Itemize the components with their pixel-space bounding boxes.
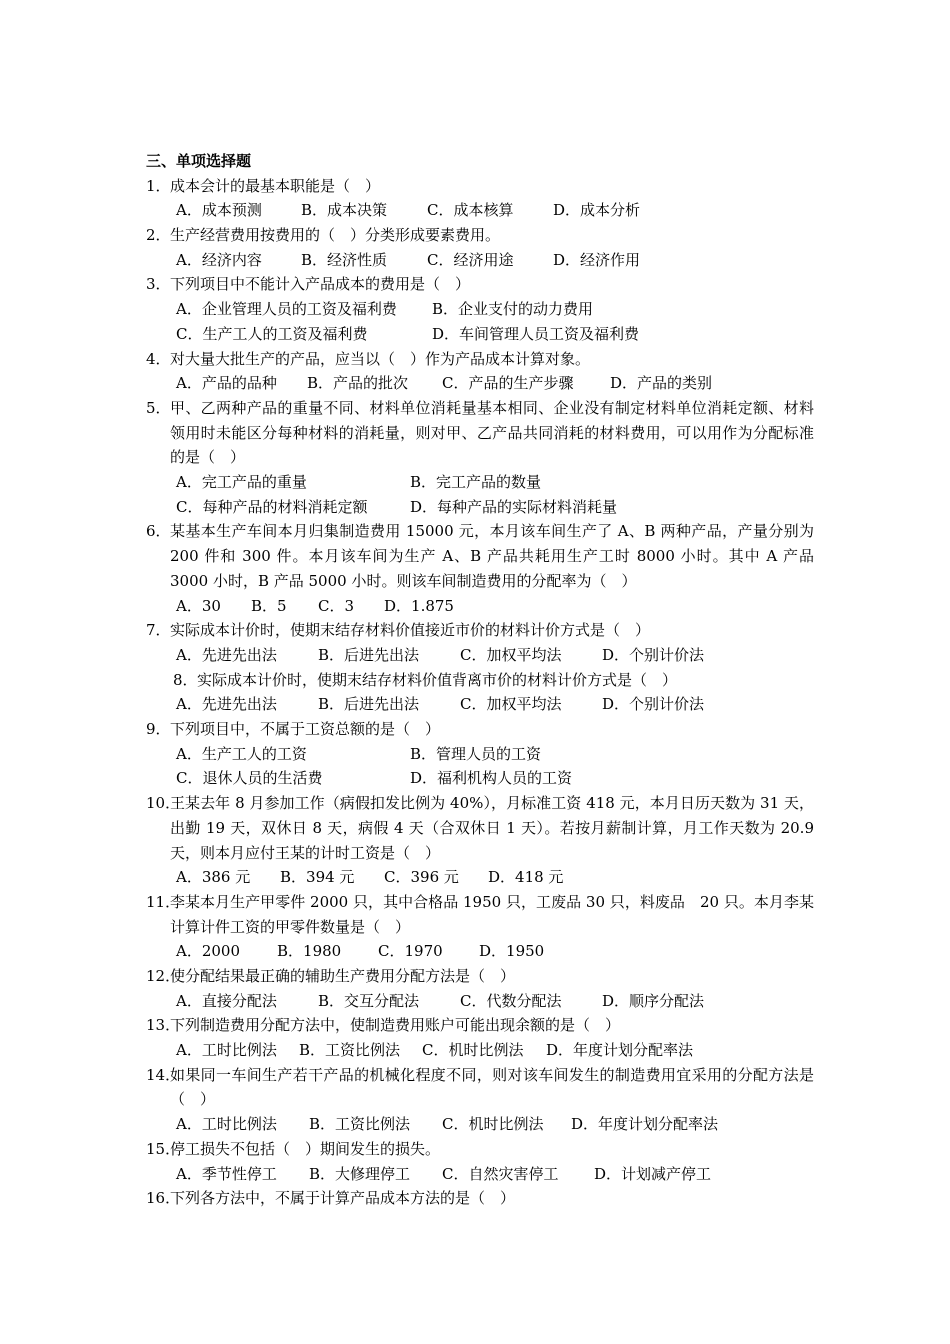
question-14 — [146, 1063, 814, 1137]
question-13 — [146, 1013, 814, 1062]
option-b: B．后进先出法 — [318, 645, 420, 664]
question-number: 11． — [146, 892, 181, 911]
option-b: B．后进先出法 — [318, 695, 420, 714]
question-stem: 对大量大批生产的产品，应当以（ ）作为产品成本计算对象。 — [170, 349, 591, 368]
option-row — [170, 371, 814, 396]
question-stem: 成本会计的最基本职能是（ ） — [170, 176, 381, 195]
option-row — [170, 939, 814, 964]
option-row — [170, 989, 814, 1014]
option-c: C．每种产品的材料消耗定额 — [176, 497, 368, 516]
option-row — [170, 322, 814, 347]
option-c: C．1970 — [378, 942, 443, 961]
option-c: C．代数分配法 — [460, 991, 562, 1010]
option-row — [170, 594, 814, 619]
option-d: D．1.875 — [384, 596, 454, 615]
question-10 — [146, 791, 814, 890]
option-c: C．396 元 — [384, 868, 459, 887]
option-b: B．交互分配法 — [318, 991, 420, 1010]
option-d: D．418 元 — [488, 868, 564, 887]
option-b: B．成本决策 — [301, 201, 388, 220]
option-d: D．福利机构人员的工资 — [410, 769, 573, 788]
option-a: A．工时比例法 — [176, 1041, 277, 1060]
question-7 — [146, 618, 814, 667]
question-number: 7． — [146, 621, 171, 640]
option-d: D．产品的类别 — [610, 374, 713, 393]
option-b: B．1980 — [277, 942, 342, 961]
option-b: B．经济性质 — [301, 250, 388, 269]
question-number: 8． — [173, 670, 198, 689]
question-9 — [146, 717, 814, 791]
option-c: C．自然灾害停工 — [442, 1164, 559, 1183]
option-d: D．经济作用 — [553, 250, 641, 269]
option-d: D．年度计划分配率法 — [546, 1041, 694, 1060]
question-stem: 实际成本计价时，使期末结存材料价值接近市价的材料计价方式是（ ） — [170, 621, 651, 640]
option-b: B．大修理停工 — [309, 1164, 411, 1183]
option-b: B．企业支付的动力费用 — [432, 300, 594, 319]
question-stem: 某基本生产车间本月归集制造费用 15000 元，本月该车间生产了 A、B 两种产品，产量分别为 200 件和 300 件。本月该车间为生产 A、B 产品共耗用生产工时 8000 小时。其中 A 产品 3000 小时，B 产品 5000 小时。则该车间制造费用的分配率为（ ） — [170, 522, 814, 590]
question-5 — [146, 396, 814, 519]
question-number: 2． — [146, 226, 171, 245]
option-d: D．顺序分配法 — [602, 991, 705, 1010]
option-c: C．机时比例法 — [442, 1115, 544, 1134]
option-b: B．工资比例法 — [309, 1115, 411, 1134]
option-row — [170, 865, 814, 890]
option-c: C．产品的生产步骤 — [442, 374, 574, 393]
option-b: B．产品的批次 — [307, 374, 409, 393]
option-row — [170, 1112, 814, 1137]
option-d: D．个别计价法 — [602, 645, 705, 664]
option-c: C．退休人员的生活费 — [176, 769, 323, 788]
option-d: D．个别计价法 — [602, 695, 705, 714]
question-6 — [146, 519, 814, 618]
option-d: D．每种产品的实际材料消耗量 — [410, 497, 618, 516]
question-number: 5． — [146, 398, 171, 417]
option-d: D．车间管理人员工资及福利费 — [432, 324, 640, 343]
option-a: A．产品的品种 — [176, 374, 277, 393]
question-15 — [146, 1137, 814, 1186]
option-b: B．工资比例法 — [299, 1041, 401, 1060]
option-d: D．1950 — [479, 942, 545, 961]
question-stem: 停工损失不包括（ ）期间发生的损失。 — [170, 1139, 441, 1158]
option-c: C．生产工人的工资及福利费 — [176, 324, 368, 343]
question-stem: 下列项目中不能计入产品成本的费用是（ ） — [170, 275, 471, 294]
option-row — [170, 692, 814, 717]
option-a: A．经济内容 — [176, 250, 262, 269]
option-b: B．5 — [251, 596, 287, 615]
question-3 — [146, 272, 814, 346]
option-b: B．管理人员的工资 — [410, 744, 542, 763]
question-number: 10． — [146, 794, 181, 813]
option-c: C．机时比例法 — [422, 1041, 524, 1060]
option-a: A．工时比例法 — [176, 1115, 277, 1134]
option-c: C．成本核算 — [427, 201, 514, 220]
option-a: A．先进先出法 — [176, 695, 277, 714]
question-number: 9． — [146, 720, 171, 739]
option-d: D．年度计划分配率法 — [571, 1115, 719, 1134]
question-12 — [146, 964, 814, 1013]
question-stem: 下列制造费用分配方法中，使制造费用账户可能出现余额的是（ ） — [170, 1016, 621, 1035]
question-stem: 使分配结果最正确的辅助生产费用分配方法是（ ） — [170, 966, 516, 985]
question-stem: 生产经营费用按费用的（ ）分类形成要素费用。 — [170, 226, 501, 245]
question-stem: 下列各方法中，不属于计算产品成本方法的是（ ） — [170, 1189, 516, 1208]
option-d: D．计划减产停工 — [594, 1164, 712, 1183]
option-row — [170, 495, 814, 520]
option-b: B．394 元 — [280, 868, 355, 887]
question-16 — [146, 1186, 814, 1211]
question-stem: 实际成本计价时，使期末结存材料价值背离市价的材料计价方式是（ ） — [197, 670, 678, 689]
question-stem: 如果同一车间生产若干产品的机械化程度不同，则对该车间发生的制造费用宜采用的分配方法是（ ） — [170, 1065, 814, 1109]
question-1 — [146, 174, 814, 223]
question-number: 1． — [146, 176, 171, 195]
option-c: C．3 — [318, 596, 355, 615]
question-number: 16． — [146, 1189, 181, 1208]
option-a: A．直接分配法 — [176, 991, 277, 1010]
question-number: 4． — [146, 349, 171, 368]
question-number: 12． — [146, 966, 181, 985]
section-title: 三、单项选择题 — [146, 152, 252, 170]
option-a: A．先进先出法 — [176, 645, 277, 664]
option-c: C．经济用途 — [427, 250, 514, 269]
question-number: 15． — [146, 1139, 181, 1158]
question-number: 13． — [146, 1016, 181, 1035]
option-c: C．加权平均法 — [460, 645, 562, 664]
question-number: 14． — [146, 1065, 181, 1084]
option-row — [170, 742, 814, 767]
question-stem: 李某本月生产甲零件 2000 只，其中合格品 1950 只，工废品 30 只，料废品 20 只。本月李某计算计件工资的甲零件数量是（ ） — [170, 892, 814, 936]
option-a: A．完工产品的重量 — [176, 473, 307, 492]
option-a: A．生产工人的工资 — [176, 744, 307, 763]
option-a: A．2000 — [176, 942, 241, 961]
question-8 — [146, 668, 814, 717]
option-b: B．完工产品的数量 — [410, 473, 542, 492]
question-number: 3． — [146, 275, 171, 294]
option-c: C．加权平均法 — [460, 695, 562, 714]
option-a: A．企业管理人员的工资及福利费 — [176, 300, 397, 319]
question-2 — [146, 223, 814, 272]
question-4 — [146, 347, 814, 396]
question-stem: 王某去年 8 月参加工作（病假扣发比例为 40%），月标准工资 418 元，本月日历天数为 31 天，出勤 19 天，双休日 8 天，病假 4 天（合双休日 1 天）。若按月薪制计算，月工作天数为 20.9 天，则本月应付王某的计时工资是（ ） — [170, 794, 814, 862]
option-d: D．成本分析 — [553, 201, 641, 220]
option-row — [170, 1162, 814, 1187]
option-a: A．成本预测 — [176, 201, 262, 220]
option-row — [170, 198, 814, 223]
option-row — [170, 643, 814, 668]
option-a: A．30 — [176, 596, 221, 615]
question-11 — [146, 890, 814, 964]
option-row — [170, 1038, 814, 1063]
option-row — [170, 248, 814, 273]
option-row — [170, 470, 814, 495]
document-page — [146, 149, 814, 1211]
question-number: 6． — [146, 522, 171, 541]
option-row — [170, 766, 814, 791]
option-row — [170, 297, 814, 322]
question-stem: 下列项目中，不属于工资总额的是（ ） — [170, 720, 441, 739]
question-stem: 甲、乙两种产品的重量不同、材料单位消耗量基本相同、企业没有制定材料单位消耗定额、材料领用时未能区分每种材料的消耗量，则对甲、乙产品共同消耗的材料费用，可以用作为分配标准的是（ ） — [170, 398, 814, 467]
option-a: A．386 元 — [176, 868, 251, 887]
option-a: A．季节性停工 — [176, 1164, 277, 1183]
